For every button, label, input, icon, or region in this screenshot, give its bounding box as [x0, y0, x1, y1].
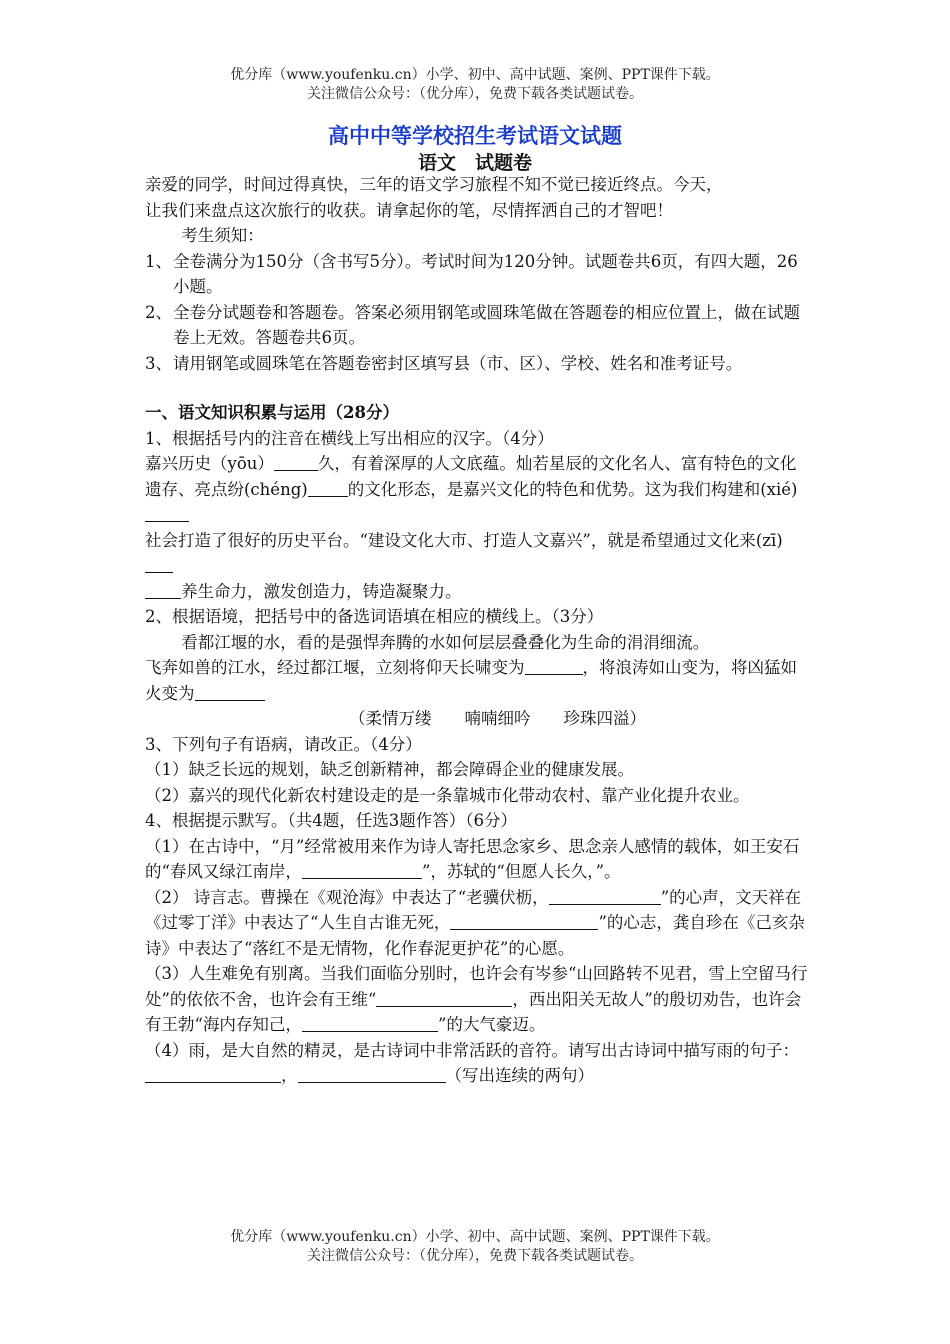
q4-item-3: （3）人生难免有别离。当我们面临分别时，也许会有岑参“山回路转不见君，雪上空留马行处”的依依不舍，也许会有王维“ ，西出阳关无故人”的殷切劝告，也许会有王勃“海内存知己， ”的大气豪迈。 [145, 964, 808, 1034]
page-footer [0, 1228, 950, 1266]
answer-blank[interactable] [308, 480, 348, 497]
intro-line-1: 亲爱的同学，时间过得真快，三年的语文学习旅程不知不觉已接近终点。今天， [145, 175, 723, 194]
header-line-2: 关注微信公众号：（优分库），免费下载各类试题试卷。 [307, 86, 643, 102]
answer-blank[interactable] [145, 582, 181, 599]
q4-item-2: （2） 诗言志。曹操在《观沧海》中表达了“老骥伏枥， ”的心声，文天祥在《过零丁洋》中表达了“人生自古谁无死， ”的心志，龚自珍在《己亥杂诗》中表达了“落红不是无情物，化作春泥更护花”的心愿。 [145, 887, 805, 958]
answer-blank[interactable] [274, 454, 318, 471]
notice-item-3 [145, 351, 810, 377]
notice-text: 全卷满分为150分（含书写5分）。考试时间为120分钟。试题卷共6页，有四大题，26小题。 [173, 251, 798, 296]
answer-blank[interactable] [298, 1066, 446, 1083]
notice-item-1 [145, 249, 810, 300]
notice-number: 3、 [145, 353, 172, 373]
notice-number: 1、 [145, 251, 172, 271]
q2-options: （柔情万缕 喃喃细吟 珍珠四溢） [349, 709, 646, 728]
q4-item-4: （4）雨，是大自然的精灵，是古诗词中非常活跃的音符。请写出古诗词中描写雨的句子： ， （写出连续的两句） [145, 1040, 799, 1085]
notice-number: 2、 [145, 302, 172, 322]
answer-blank[interactable] [195, 684, 265, 701]
intro-line-2: 让我们来盘点这次旅行的收获。请拿起你的笔，尽情挥洒自己的才智吧！ [145, 200, 673, 220]
q3-prompt: 3、下列句子有语病，请改正。（4分） [145, 734, 422, 754]
notice-item-2 [145, 300, 810, 351]
q4-item-1: （1）在古诗中，“月”经常被用来作为诗人寄托思念家乡、思念亲人感情的载体，如王安石的“春风又绿江南岸， ”，苏轼的“但愿人长久，”。 [145, 836, 800, 881]
q2-passage-line-1: 看都江堰的水，看的是强悍奔腾的水如何层层叠叠化为生命的涓涓细流。 [181, 632, 710, 652]
q1-passage: 嘉兴历史（yōu） 久，有着深厚的人文底蕴。灿若星辰的文化名人、富有特色的文化遗存、亮点纷(chéng) 的文化形态，是嘉兴文化的特色和优势。这为我们构建和(xié) 社会打造了很好的历史平台。“建设文化大市、打造人文嘉兴”，就是希望通过文化来(zī) 养生命力，激发创造力，铸造凝聚力。 [145, 454, 798, 601]
notice-text: 全卷分试题卷和答题卷。答案必须用钢笔或圆珠笔做在答题卷的相应位置上，做在试题卷上无效。答题卷共6页。 [173, 302, 800, 347]
answer-blank[interactable] [376, 990, 512, 1007]
answer-blank[interactable] [525, 658, 583, 675]
answer-blank[interactable] [450, 913, 598, 930]
q4-prompt: 4、根据提示默写。（共4题，任选3题作答）（6分） [145, 811, 517, 830]
q2-prompt: 2、根据语境，把括号中的备选词语填在相应的横线上。（3分） [145, 607, 604, 626]
exam-content [145, 172, 810, 1089]
page-header [0, 66, 950, 104]
notice-text: 请用钢笔或圆珠笔在答题卷密封区填写县（市、区）、学校、姓名和准考证号。 [173, 353, 743, 373]
footer-line-2: 关注微信公众号：（优分库），免费下载各类试题试卷。 [307, 1248, 643, 1264]
footer-line-1: 优分库（www.youfenku.cn）小学、初中、高中试题、案例、PPT课件下载。 [230, 1229, 720, 1245]
exam-subtitle: 语文 试题卷 [417, 152, 532, 174]
q3-sentence-1: （1）缺乏长远的规划，缺乏创新精神，都会障碍企业的健康发展。 [145, 760, 634, 779]
answer-blank[interactable] [302, 862, 422, 879]
header-line-1: 优分库（www.youfenku.cn）小学、初中、高中试题、案例、PPT课件下载。 [230, 67, 720, 83]
answer-blank[interactable] [549, 888, 661, 905]
answer-blank[interactable] [302, 1015, 438, 1032]
answer-blank[interactable] [145, 556, 173, 573]
q3-sentence-2: （2）嘉兴的现代化新农村建设走的是一条靠城市化带动农村、靠产业化提升农业。 [145, 785, 750, 805]
answer-blank[interactable] [145, 505, 189, 522]
q2-passage: 飞奔如兽的江水，经过都江堰，立刻将仰天长啸变为 ，将浪涛如山变为，将凶猛如火变为 [145, 658, 797, 703]
exam-title: 高中中等学校招生考试语文试题 [328, 123, 622, 148]
answer-blank[interactable] [145, 1066, 281, 1083]
section-1-title: 一、语文知识积累与运用（28分） [145, 403, 399, 422]
q1-prompt: 1、根据括号内的注音在横线上写出相应的汉字。（4分） [145, 428, 554, 448]
notice-label: 考生须知： [181, 226, 264, 245]
